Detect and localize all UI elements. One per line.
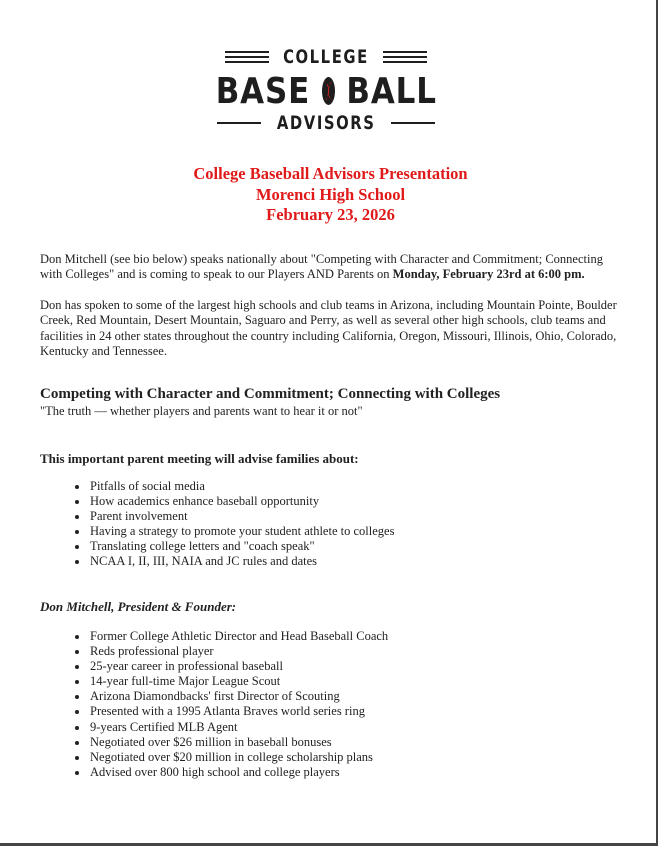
logo-rule-left-bottom [217, 122, 261, 124]
title-block [0, 164, 661, 226]
logo-mid-row [208, 72, 444, 110]
logo-top-row [208, 44, 444, 70]
logo-college: COLLEGE [283, 46, 369, 68]
list-item: Negotiated over $26 million in baseball bonuses [60, 735, 388, 750]
event-date: Monday, February 23rd at 6:00 pm. [392, 267, 585, 282]
list-item: How academics enhance baseball opportunity [60, 494, 394, 509]
list-item: Former College Athletic Director and Head Baseball Coach [60, 629, 388, 644]
logo-advisors: ADVISORS [276, 112, 376, 134]
section-heading: Competing with Character and Commitment; Connecting with Colleges [40, 386, 501, 402]
title-line-1: College Baseball Advisors Presentation [193, 164, 468, 183]
title-line-3: February 23, 2026 [266, 205, 395, 224]
list-item: Having a strategy to promote your student athlete to colleges [60, 524, 394, 539]
intro-paragraph-2: Don has spoken to some of the largest high schools and club teams in Arizona, including Mountain Pointe, Boulder Creek, Red Mountain, Desert Mountain, Saguaro and Perry, as well as several other high schools, club teams and facilities in 24 other states throughout the country including California, Oregon, Missouri, Illinois, Ohio, Colorado, Kentucky and Tennessee. [40, 298, 617, 359]
logo-rule-right-bottom [391, 122, 435, 124]
list-item: 14-year full-time Major League Scout [60, 674, 388, 689]
bio-heading: Don Mitchell, President & Founder: [40, 599, 237, 614]
list-item: Negotiated over $20 million in college scholarship plans [60, 750, 388, 765]
logo [208, 44, 444, 134]
list-item: Presented with a 1995 Atlanta Braves world series ring [60, 704, 388, 719]
logo-bottom-row [208, 110, 444, 136]
logo-base: BASE [215, 70, 311, 112]
baseball-icon [322, 77, 335, 105]
logo-ball: BALL [346, 70, 437, 112]
list-item: Parent involvement [60, 509, 394, 524]
logo-rule-left [225, 51, 269, 63]
list-item: NCAA I, II, III, NAIA and JC rules and dates [60, 554, 394, 569]
list-item: 25-year career in professional baseball [60, 659, 388, 674]
list-item: Arizona Diamondbacks' first Director of Scouting [60, 689, 388, 704]
title-line-2: Morenci High School [255, 184, 406, 204]
bio-list [60, 629, 388, 780]
logo-rule-right [383, 51, 427, 63]
intro-text: Don Mitchell (see bio below) speaks nationally about "Competing with Character and Commitment; Connecting with Colleges" and is coming to speak to our Players AND Parents on [40, 252, 603, 282]
list-item: Pitfalls of social media [60, 479, 394, 494]
list-item: Translating college letters and "coach speak" [60, 539, 394, 554]
intro-paragraph-1 [40, 252, 625, 283]
meeting-heading: This important parent meeting will advise families about: [40, 451, 359, 466]
meeting-list [60, 479, 394, 570]
list-item: 9-years Certified MLB Agent [60, 720, 388, 735]
list-item: Advised over 800 high school and college players [60, 765, 388, 780]
list-item: Reds professional player [60, 644, 388, 659]
section-tagline: "The truth — whether players and parents want to hear it or not" [40, 404, 363, 418]
